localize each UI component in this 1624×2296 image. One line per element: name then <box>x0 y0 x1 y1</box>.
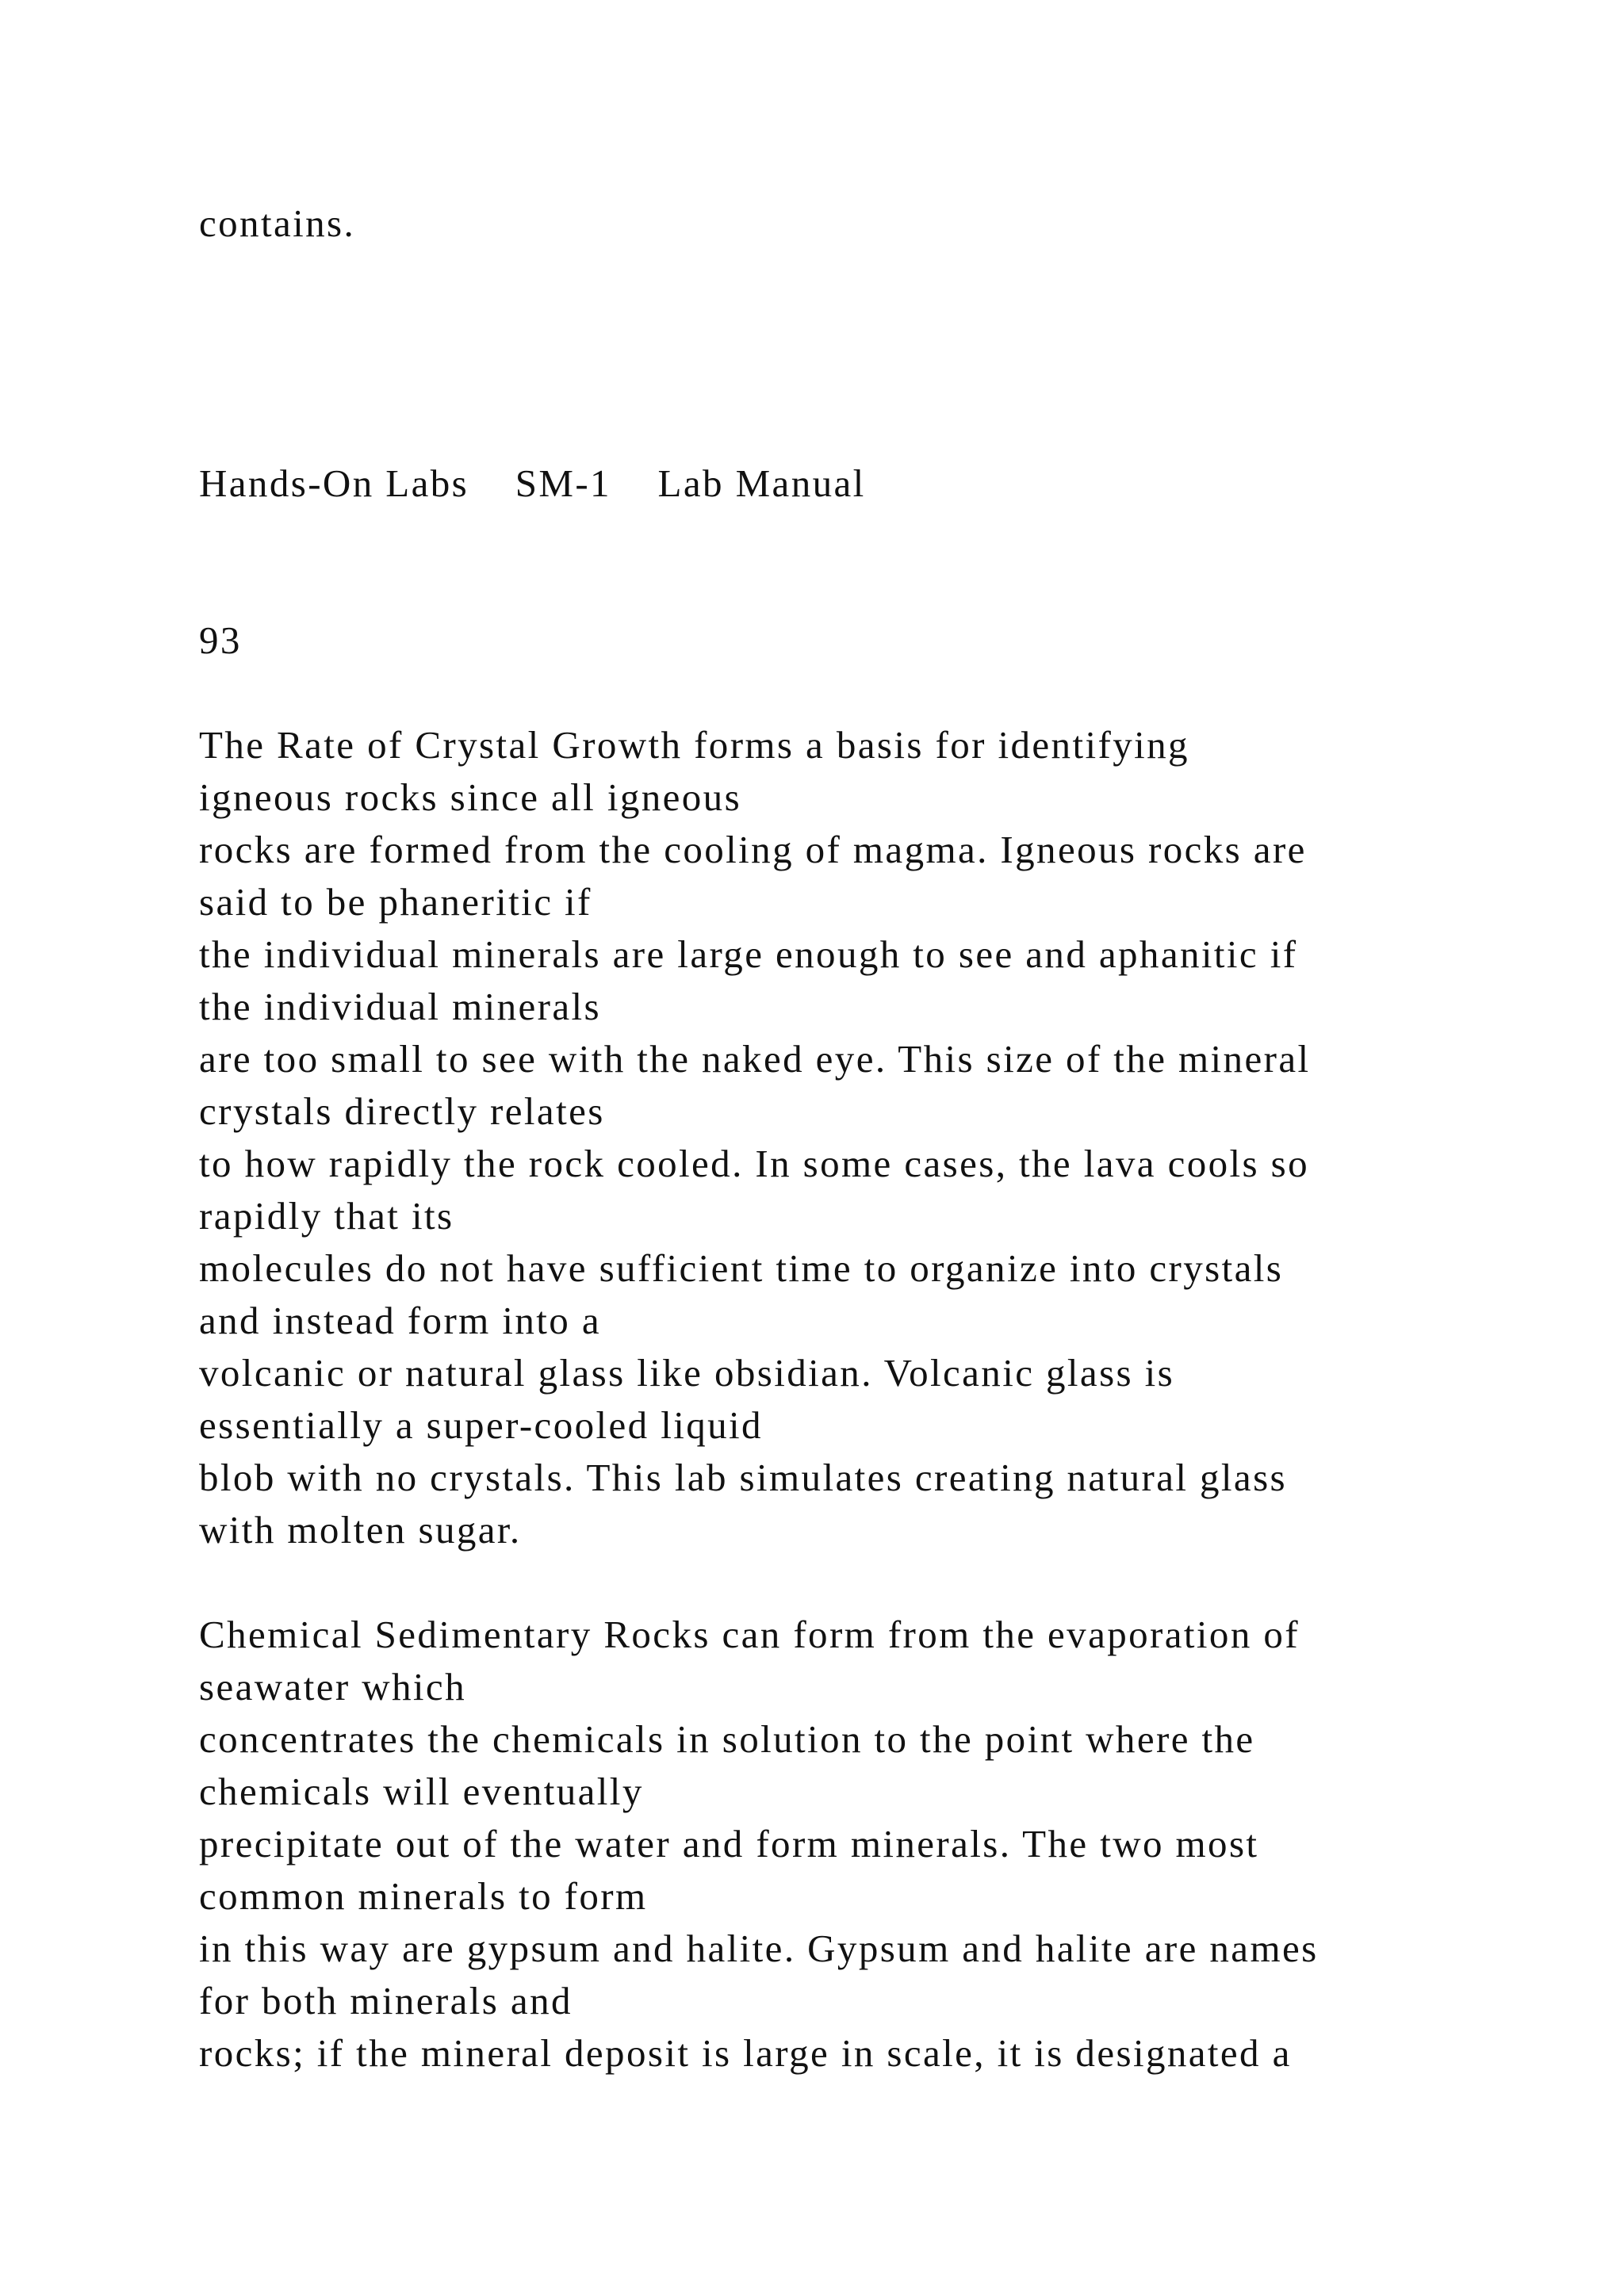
text-line: the individual minerals <box>199 985 601 1028</box>
text-line: to how rapidly the rock cooled. In some cases, the lava cools so <box>199 1142 1310 1185</box>
page-number: 93 <box>199 618 242 662</box>
text-line: seawater which <box>199 1665 466 1709</box>
text-line: in this way are gypsum and halite. Gypsum and halite are names <box>199 1927 1319 1970</box>
top-text-fragment: contains. <box>199 201 356 245</box>
text-line: molecules do not have sufficient time to organize into crystals <box>199 1246 1284 1290</box>
text-line: blob with no crystals. This lab simulates creating natural glass <box>199 1456 1288 1499</box>
text-line: precipitate out of the water and form minerals. The two most <box>199 1822 1259 1866</box>
text-line: essentially a super-cooled liquid <box>199 1403 763 1447</box>
text-line: are too small to see with the naked eye. This size of the mineral <box>199 1037 1311 1081</box>
text-line: crystals directly relates <box>199 1089 605 1133</box>
text-line: the individual minerals are large enough to see and aphanitic if <box>199 932 1298 976</box>
text-line: rapidly that its <box>199 1194 454 1238</box>
text-line: The Rate of Crystal Growth forms a basis for identifying <box>199 723 1189 767</box>
text-line: volcanic or natural glass like obsidian. Volcanic glass is <box>199 1351 1175 1395</box>
text-line: chemicals will eventually <box>199 1770 644 1813</box>
text-line: igneous rocks since all igneous <box>199 775 742 819</box>
running-header: Hands-On Labs SM-1 Lab Manual <box>199 461 866 505</box>
text-line: for both minerals and <box>199 1979 573 2022</box>
text-line: rocks; if the mineral deposit is large in scale, it is designated a <box>199 2031 1292 2075</box>
text-line: common minerals to form <box>199 1874 648 1918</box>
text-line: concentrates the chemicals in solution to the point where the <box>199 1717 1255 1761</box>
text-line: Chemical Sedimentary Rocks can form from the evaporation of <box>199 1613 1300 1656</box>
text-line: rocks are formed from the cooling of magma. Igneous rocks are <box>199 828 1307 871</box>
text-line: said to be phaneritic if <box>199 880 592 924</box>
text-line: and instead form into a <box>199 1299 601 1342</box>
text-line: with molten sugar. <box>199 1508 522 1552</box>
